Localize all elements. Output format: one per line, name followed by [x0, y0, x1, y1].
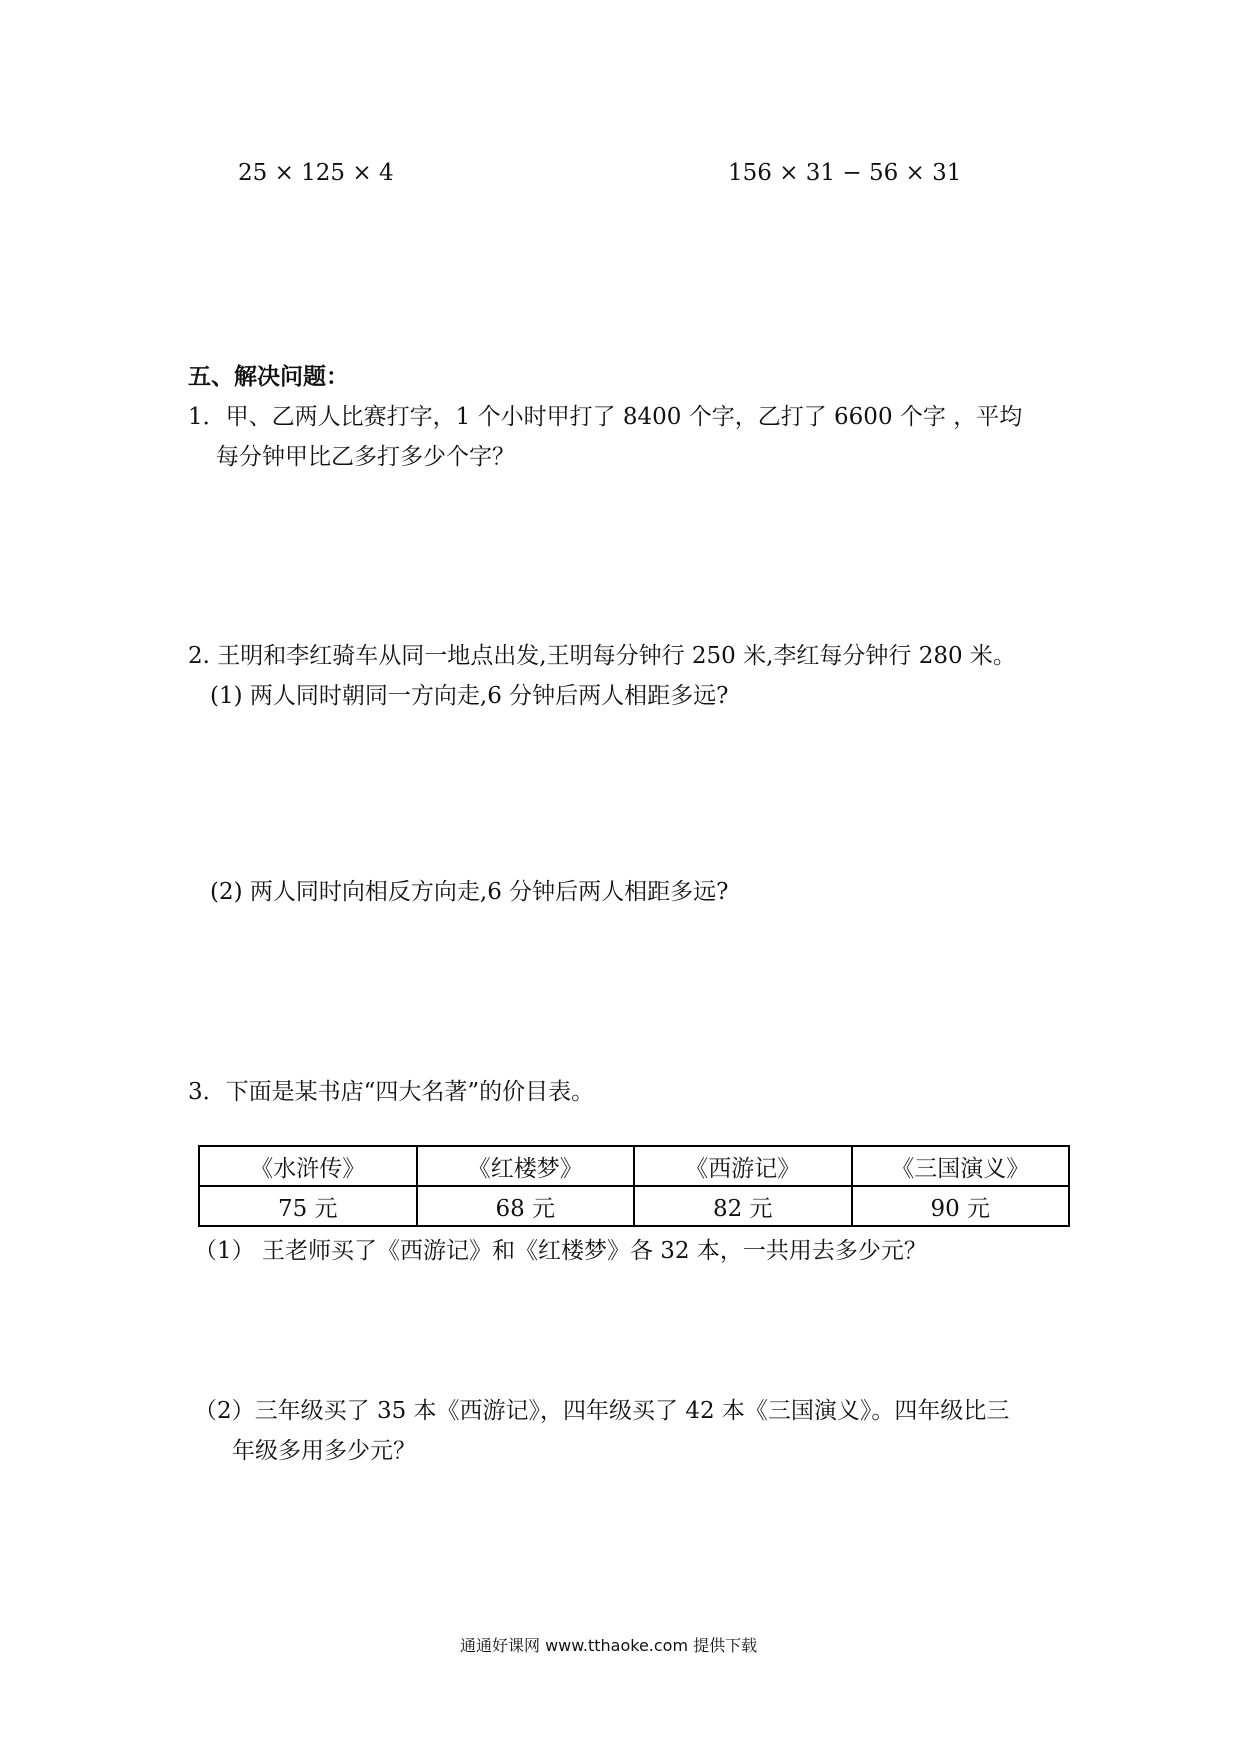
table-cell-price: 90 元 — [852, 1186, 1070, 1226]
q3-line1: 3．下面是某书店“四大名著”的价目表。 — [188, 1079, 595, 1105]
table-cell-book: 《三国演义》 — [852, 1146, 1070, 1186]
q2-line1: 2. 王明和李红骑车从同一地点出发,王明每分钟行 250 米,李红每分钟行 280 米。 — [188, 643, 1016, 669]
table-cell-price: 75 元 — [199, 1186, 417, 1226]
q2-sub1: (1) 两人同时朝同一方向走,6 分钟后两人相距多远? — [210, 683, 729, 709]
table-row — [199, 1186, 1069, 1226]
footer-text: 通通好课网 www.tthaoke.com 提供下载 — [460, 1636, 758, 1655]
q3-sub2-line2: 年级多用多少元？ — [232, 1438, 416, 1464]
q3-sub1: （1） 王老师买了《西游记》和《红楼梦》各 32 本，一共用去多少元？ — [194, 1238, 927, 1264]
table-cell-book: 《红楼梦》 — [417, 1146, 635, 1186]
section-title: 五、解决问题： — [188, 363, 349, 390]
table-cell-price: 82 元 — [634, 1186, 852, 1226]
q1-line2: 每分钟甲比乙多打多少个字？ — [216, 444, 515, 470]
q1-line1: 1．甲、乙两人比赛打字，1 个小时甲打了 8400 个字，乙打了 6600 个字 ，平均 — [188, 404, 1023, 430]
table-cell-book: 《西游记》 — [634, 1146, 852, 1186]
table-cell-book: 《水浒传》 — [199, 1146, 417, 1186]
calc-expression-right: 156 × 31 − 56 × 31 — [728, 160, 962, 186]
price-table — [198, 1145, 1070, 1227]
calc-expression-left: 25 × 125 × 4 — [238, 160, 394, 186]
table-cell-price: 68 元 — [417, 1186, 635, 1226]
q2-sub2: (2) 两人同时向相反方向走,6 分钟后两人相距多远? — [210, 879, 729, 905]
table-row — [199, 1146, 1069, 1186]
q3-sub2-line1: （2）三年级买了 35 本《西游记》，四年级买了 42 本《三国演义》。四年级比三 — [194, 1398, 1010, 1424]
